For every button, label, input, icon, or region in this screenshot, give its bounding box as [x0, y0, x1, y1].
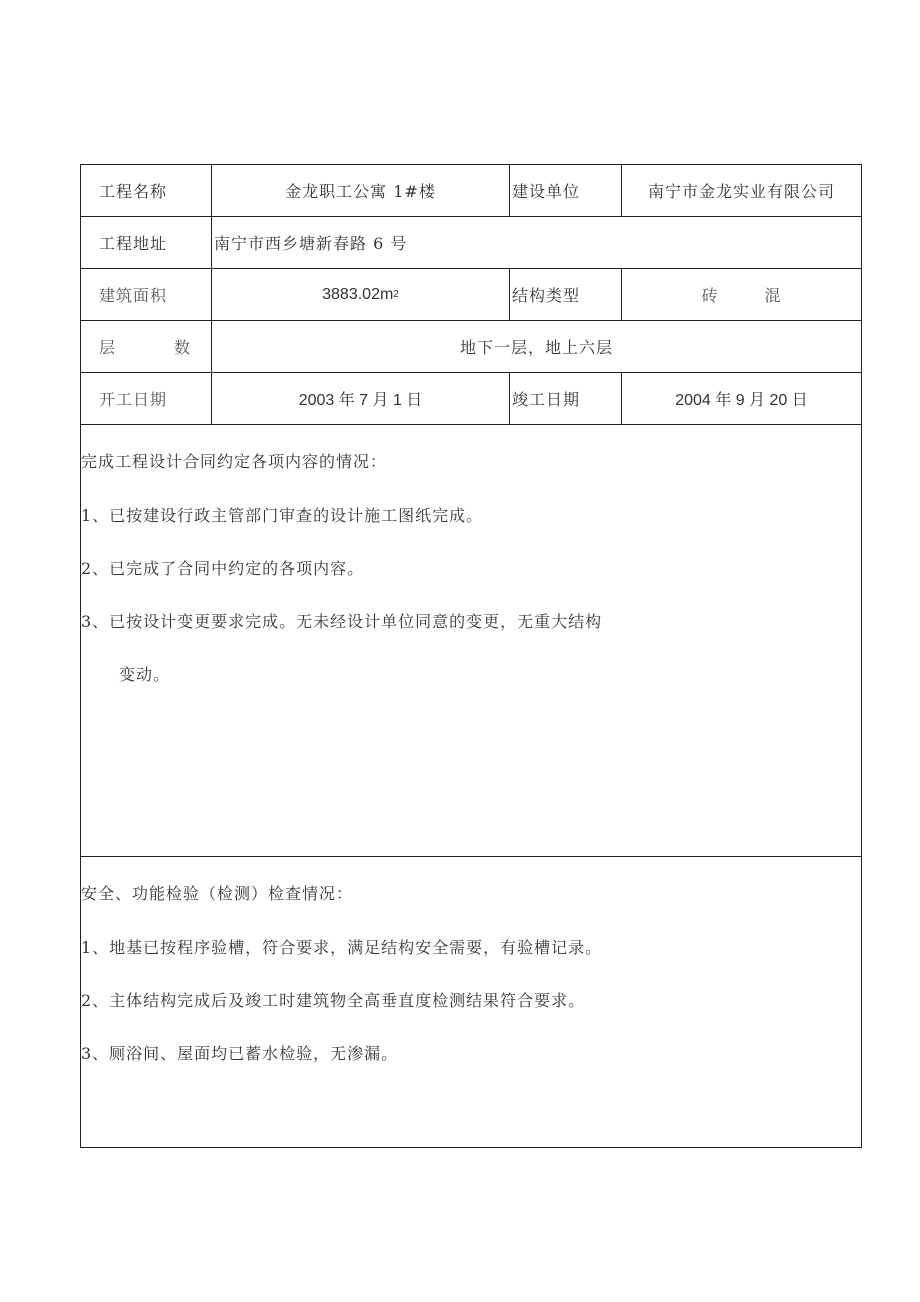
area-value-cell: 3883.02m 2 [211, 269, 509, 320]
row-dates [81, 373, 861, 425]
builder-label: 建设单位 [509, 165, 621, 216]
safety-item-1: 1、地基已按程序验槽，符合要求，满足结构安全需要，有验槽记录。 [81, 938, 603, 957]
end-date-value: 2004 年 9 月 20 日 [621, 373, 861, 424]
floors-label-b: 数 [174, 338, 192, 357]
project-name-value: 金龙职工公寓 1#楼 [211, 165, 509, 216]
design-completion-section [81, 425, 861, 857]
row-project-name [81, 165, 861, 217]
safety-section-title: 安全、功能检验（检测）检查情况： [81, 884, 354, 903]
project-name-label: 工程名称 [99, 182, 168, 201]
floors-value: 地下一层，地上六层 [211, 321, 861, 372]
structure-value-b: 混 [764, 286, 782, 305]
address-value: 南宁市西乡塘新春路 6 号 [211, 217, 861, 268]
floors-label [81, 321, 211, 372]
row-area [81, 269, 861, 321]
design-item-1: 1、已按建设行政主管部门审查的设计施工图纸完成。 [81, 506, 484, 525]
structure-label: 结构类型 [509, 269, 621, 320]
row-address [81, 217, 861, 269]
address-label: 工程地址 [99, 234, 168, 253]
builder-value: 南宁市金龙实业有限公司 [621, 165, 861, 216]
floors-label-a: 层 [99, 338, 117, 357]
area-label: 建筑面积 [99, 286, 168, 305]
start-date-label: 开工日期 [99, 390, 168, 409]
end-date-label: 竣工日期 [509, 373, 621, 424]
safety-item-3: 3、厕浴间、屋面均已蓄水检验，无渗漏。 [81, 1044, 399, 1063]
design-section-title: 完成工程设计合同约定各项内容的情况： [81, 452, 388, 471]
completion-report-table [80, 164, 862, 1148]
structure-value [621, 269, 861, 320]
start-date-value: 2003 年 7 月 1 日 [211, 373, 509, 424]
structure-value-a: 砖 [701, 286, 719, 305]
design-item-2: 2、已完成了合同中约定的各项内容。 [81, 559, 365, 578]
row-floors [81, 321, 861, 373]
safety-item-2: 2、主体结构完成后及竣工时建筑物全高垂直度检测结果符合要求。 [81, 991, 586, 1010]
safety-inspection-section [81, 857, 861, 1147]
design-item-3: 3、已按设计变更要求完成。无未经设计单位同意的变更，无重大结构 [81, 612, 603, 631]
design-item-3-continued: 变动。 [119, 665, 171, 684]
area-value: 3883.02m [322, 285, 394, 303]
